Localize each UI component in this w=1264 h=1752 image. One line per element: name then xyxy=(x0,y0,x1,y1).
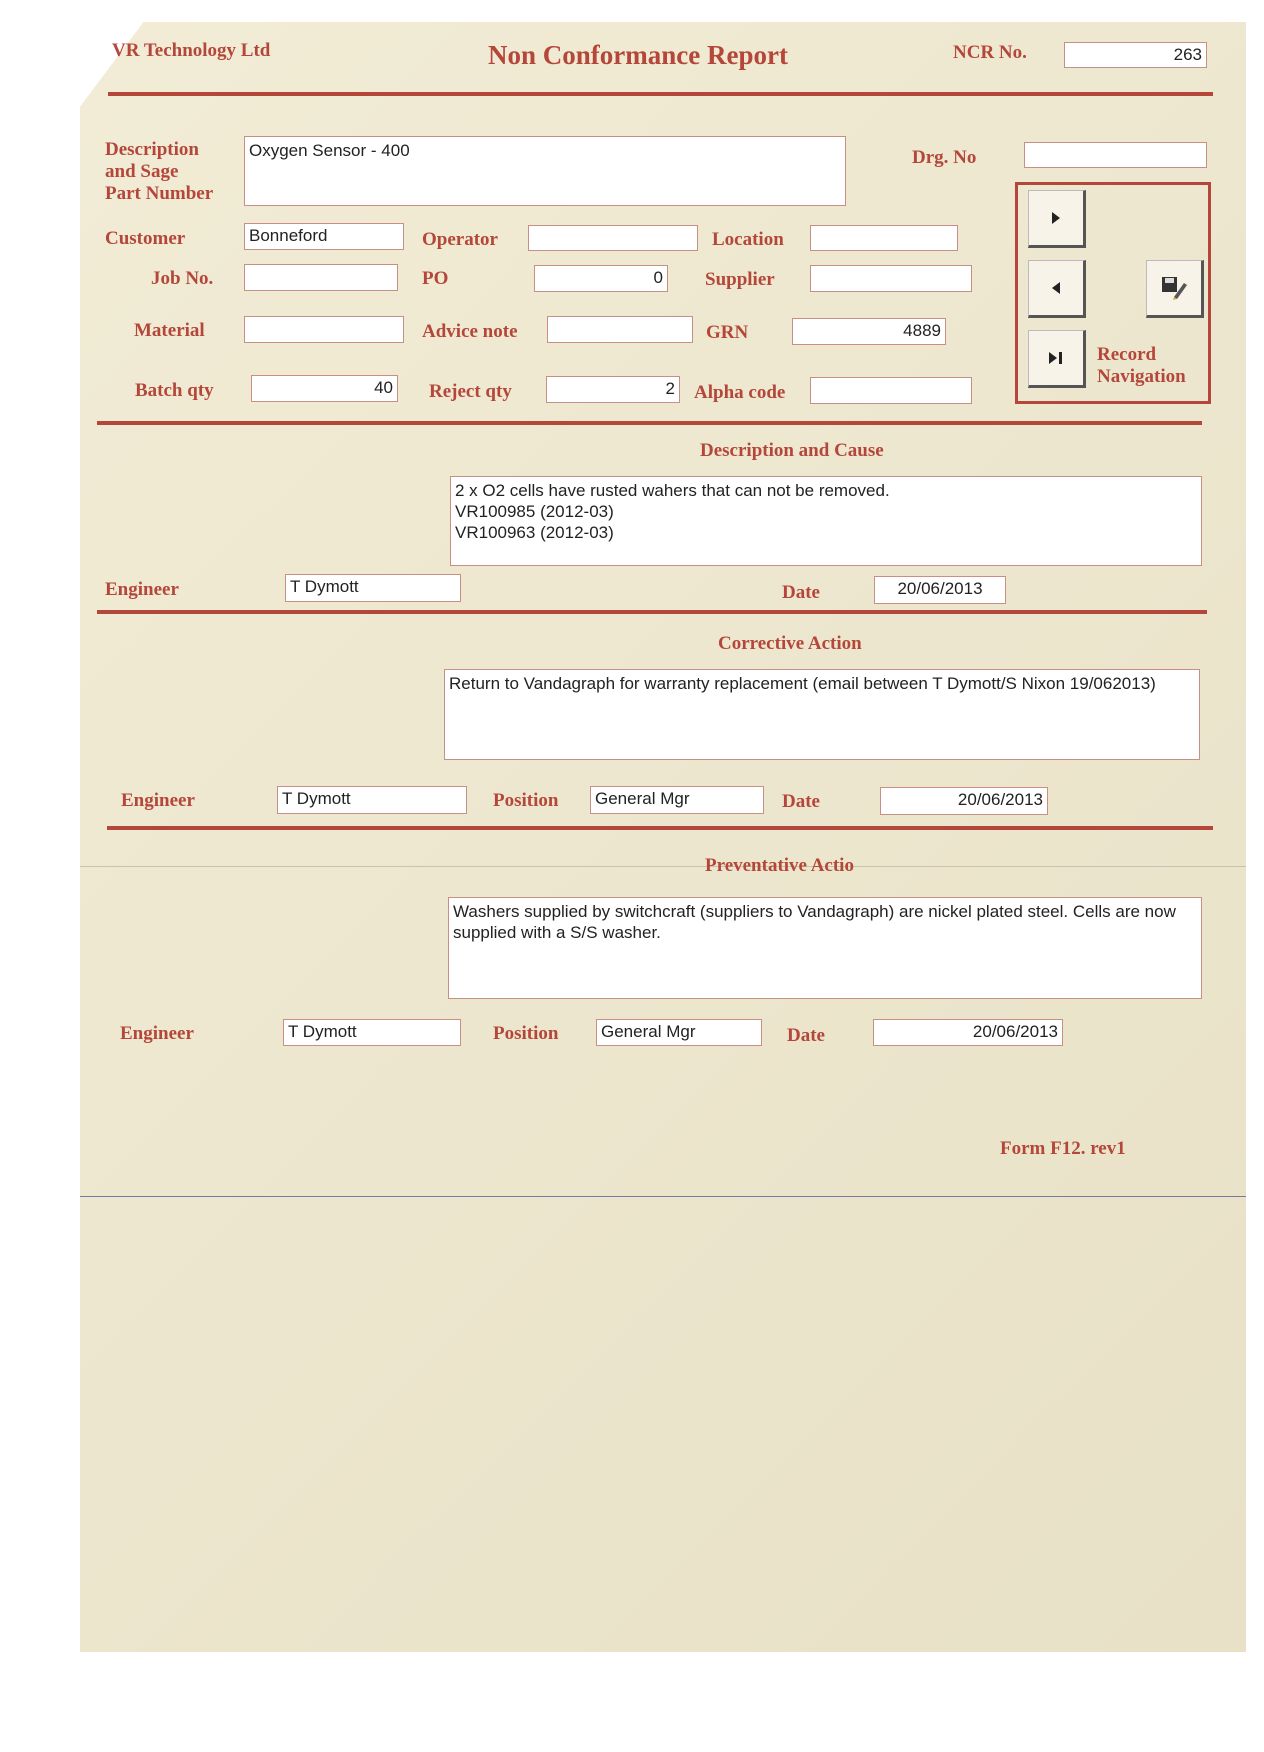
operator-label: Operator xyxy=(422,229,498,250)
company-name: VR Technology Ltd xyxy=(112,40,271,61)
reject-qty-field[interactable]: 2 xyxy=(546,376,680,403)
corrective-engineer-label: Engineer xyxy=(121,790,195,811)
customer-label: Customer xyxy=(105,228,186,249)
description-field[interactable]: Oxygen Sensor - 400 xyxy=(244,136,846,206)
previous-record-icon xyxy=(1049,280,1063,296)
corrective-divider xyxy=(107,826,1213,830)
preventative-date-field[interactable]: 20/06/2013 xyxy=(873,1019,1063,1046)
corrective-engineer-field[interactable]: T Dymott xyxy=(277,786,467,814)
job-no-field[interactable] xyxy=(244,264,398,291)
page-title: Non Conformance Report xyxy=(488,40,788,70)
form-reference: Form F12. rev1 xyxy=(1000,1138,1126,1159)
save-record-button[interactable] xyxy=(1146,260,1204,318)
grn-label: GRN xyxy=(706,322,749,343)
description-cause-field[interactable]: 2 x O2 cells have rusted wahers that can not be removed. VR100985 (2012-03) VR100963 (2012-03) xyxy=(450,476,1202,566)
batch-qty-field[interactable]: 40 xyxy=(251,375,398,402)
reject-qty-label: Reject qty xyxy=(429,381,512,402)
paper-fold xyxy=(80,866,1246,867)
drg-no-label: Drg. No xyxy=(912,147,977,168)
corrective-position-label: Position xyxy=(493,790,559,811)
preventative-position-field[interactable]: General Mgr xyxy=(596,1019,762,1046)
drg-no-field[interactable] xyxy=(1024,142,1207,168)
supplier-label: Supplier xyxy=(705,269,775,290)
supplier-field[interactable] xyxy=(810,265,972,292)
previous-record-button[interactable] xyxy=(1028,260,1086,318)
ncr-number-field[interactable]: 263 xyxy=(1064,42,1207,68)
preventative-engineer-label: Engineer xyxy=(120,1023,194,1044)
preventative-position-label: Position xyxy=(493,1023,559,1044)
po-field[interactable]: 0 xyxy=(534,265,668,292)
corrective-action-field[interactable]: Return to Vandagraph for warranty replacement (email between T Dymott/S Nixon 19/062013) xyxy=(444,669,1200,760)
cause-date-label: Date xyxy=(782,582,820,603)
header-divider xyxy=(108,92,1213,96)
description-cause-heading: Description and Cause xyxy=(700,440,884,461)
record-navigation-label: Record Navigation xyxy=(1097,344,1186,387)
preventative-action-field[interactable]: Washers supplied by switchcraft (suppliers to Vandagraph) are nickel plated steel. Cells are now supplied with a S/S washer. xyxy=(448,897,1202,999)
preventative-action-heading: Preventative Actio xyxy=(705,855,854,876)
preventative-date-label: Date xyxy=(787,1025,825,1046)
preventative-engineer-field[interactable]: T Dymott xyxy=(283,1019,461,1046)
operator-field[interactable] xyxy=(528,225,698,251)
material-label: Material xyxy=(134,320,205,341)
save-record-icon xyxy=(1160,275,1188,301)
grn-field[interactable]: 4889 xyxy=(792,318,946,345)
cause-date-field[interactable]: 20/06/2013 xyxy=(874,576,1006,604)
material-field[interactable] xyxy=(244,316,404,343)
last-record-icon xyxy=(1047,350,1065,366)
batch-qty-label: Batch qty xyxy=(135,380,214,401)
po-label: PO xyxy=(422,268,449,289)
ncr-label: NCR No. xyxy=(953,42,1027,63)
customer-field[interactable]: Bonneford xyxy=(244,223,404,250)
location-field[interactable] xyxy=(810,225,958,251)
corrective-action-heading: Corrective Action xyxy=(718,633,862,654)
cause-engineer-label: Engineer xyxy=(105,579,179,600)
alpha-code-label: Alpha code xyxy=(694,382,786,403)
corrective-date-label: Date xyxy=(782,791,820,812)
cause-divider xyxy=(97,610,1207,614)
job-no-label: Job No. xyxy=(151,268,214,289)
details-divider xyxy=(97,421,1202,425)
location-label: Location xyxy=(712,229,784,250)
advice-note-label: Advice note xyxy=(422,321,518,342)
description-label: Description and Sage Part Number xyxy=(105,139,214,204)
page-fold-line xyxy=(80,1196,1246,1197)
corrective-position-field[interactable]: General Mgr xyxy=(590,786,764,814)
corrective-date-field[interactable]: 20/06/2013 xyxy=(880,787,1048,815)
last-record-button[interactable] xyxy=(1028,330,1086,388)
next-record-button[interactable] xyxy=(1028,190,1086,248)
next-record-icon xyxy=(1049,210,1063,226)
advice-note-field[interactable] xyxy=(547,316,693,343)
alpha-code-field[interactable] xyxy=(810,377,972,404)
cause-engineer-field[interactable]: T Dymott xyxy=(285,574,461,602)
